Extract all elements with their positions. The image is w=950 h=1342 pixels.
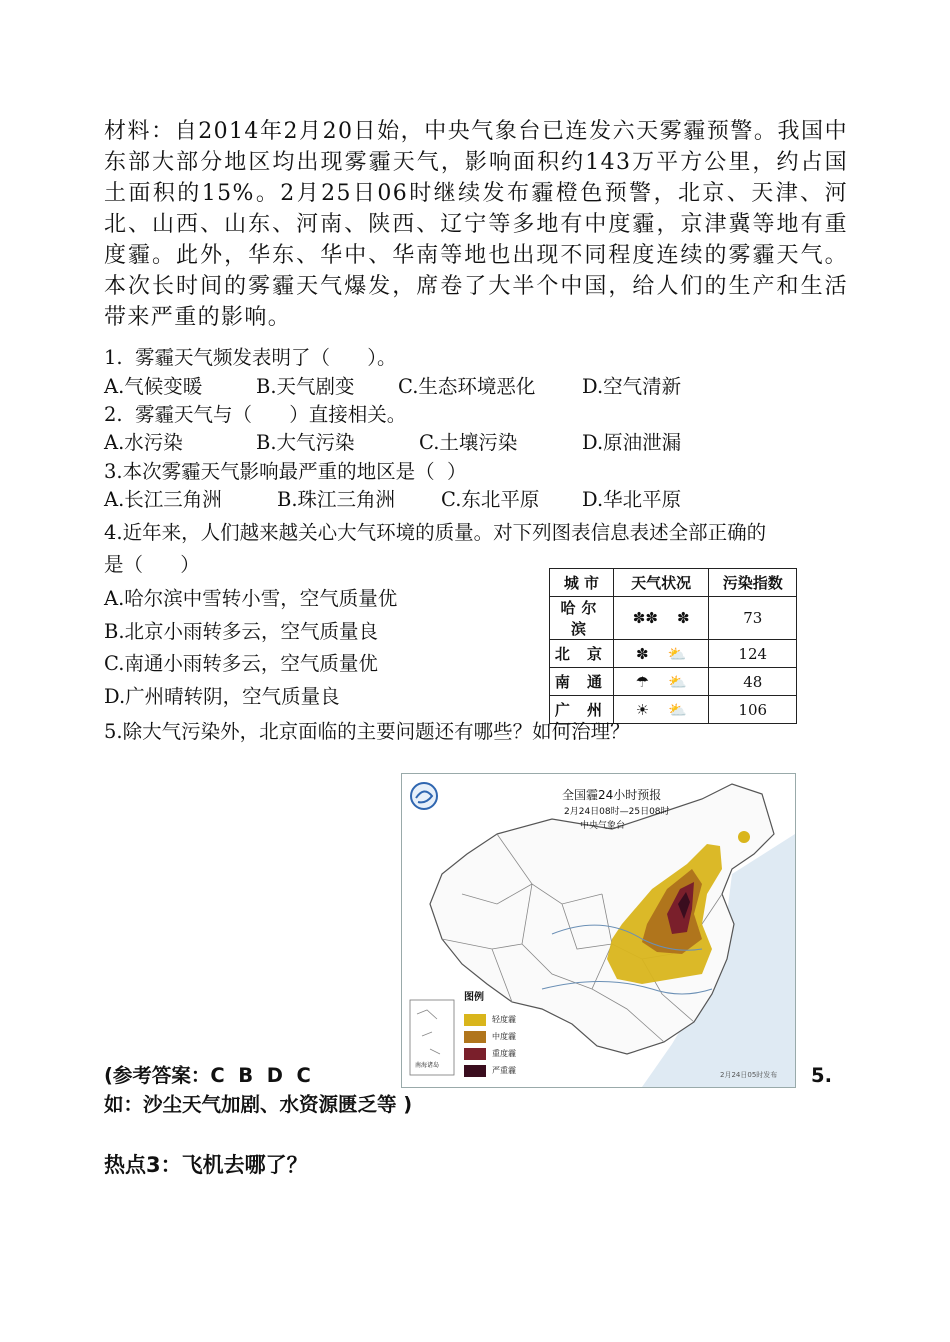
map-title: 全国霾24小时预报 <box>562 788 662 802</box>
cloudy-icon: ⛅ <box>667 644 687 663</box>
map-footer: 2月24日05时发布 <box>720 1071 778 1079</box>
city-name: 南 通 <box>554 673 609 691</box>
header-weather: 天气状况 <box>613 569 709 597</box>
table-row <box>550 668 797 696</box>
header-city: 城 市 <box>550 569 614 597</box>
table-header-row <box>550 569 797 597</box>
table-row <box>550 640 797 668</box>
index-cell: 48 <box>709 668 797 696</box>
index-cell: 73 <box>709 597 797 640</box>
question-4-line2: 是（ ） <box>104 553 200 576</box>
haze-forecast-map <box>401 773 796 1088</box>
legend-title: 图例 <box>464 992 484 1003</box>
answer-line-1-right: 5. <box>811 1064 832 1087</box>
table-row <box>550 597 797 640</box>
question-2: 2. 雾霾天气与（ ）直接相关。 <box>104 403 407 426</box>
q3-option-a: A.长江三角洲 <box>104 488 222 511</box>
snow-icon: ✽ <box>677 609 690 627</box>
question-5: 5.除大气污染外，北京面临的主要问题还有哪些？如何治理？ <box>104 720 630 743</box>
question-3: 3.本次雾霾天气影响最严重的地区是（ ） <box>104 460 467 483</box>
header-index: 污染指数 <box>709 569 797 597</box>
q2-option-c: C.土壤污染 <box>419 431 518 454</box>
cloudy-icon: ⛅ <box>668 700 687 719</box>
city-name: 哈尔滨 <box>560 599 603 638</box>
index-cell: 106 <box>709 696 797 724</box>
q1-option-c: C.生态环境恶化 <box>398 375 536 398</box>
map-agency: 中央气象台 <box>580 821 626 831</box>
map-subtitle: 2月24日08时—25日08时 <box>564 807 670 817</box>
weather-cell <box>613 668 709 696</box>
snow-icon: ✽✽ <box>632 609 658 627</box>
city-name: 广 州 <box>554 701 609 719</box>
legend-label-severe: 严重霾 <box>492 1066 516 1075</box>
q3-option-b: B.珠江三角洲 <box>277 488 396 511</box>
answer-line-1: (参考答案：C B D C <box>104 1064 311 1087</box>
q4-option-a: A.哈尔滨中雪转小雪，空气质量优 <box>104 587 398 610</box>
question-1: 1. 雾霾天气频发表明了（ ）。 <box>104 346 397 369</box>
legend-label-light: 轻度霾 <box>492 1015 516 1024</box>
rain-icon: ☂ <box>635 672 650 691</box>
sun-icon: ☀ <box>635 700 650 719</box>
q1-option-a: A.气候变暖 <box>104 375 203 398</box>
city-name: 北 京 <box>554 645 609 663</box>
q4-option-d: D.广州晴转阴，空气质量良 <box>104 685 340 708</box>
q1-option-b: B.天气剧变 <box>256 375 355 398</box>
legend-label-moderate: 中度霾 <box>492 1032 516 1041</box>
q2-option-b: B.大气污染 <box>256 431 355 454</box>
inset-label: 南海诸岛 <box>415 1062 440 1069</box>
weather-cell <box>613 640 709 668</box>
city-cell <box>550 668 614 696</box>
question-4-line1: 4.近年来，人们越来越关心大气环境的质量。对下列图表信息表述全部正确的 <box>104 521 767 544</box>
q2-option-d: D.原油泄漏 <box>582 431 682 454</box>
snow-icon: ✽ <box>636 644 649 663</box>
q4-option-b: B.北京小雨转多云，空气质量良 <box>104 620 379 643</box>
q1-option-d: D.空气清新 <box>582 375 682 398</box>
legend-label-heavy: 重度霾 <box>492 1049 516 1058</box>
city-cell <box>550 640 614 668</box>
q3-option-c: C.东北平原 <box>441 488 540 511</box>
weather-cell <box>613 597 709 640</box>
hotspot-heading: 热点3：飞机去哪了？ <box>104 1153 308 1177</box>
cloudy-icon: ⛅ <box>668 672 687 691</box>
answer-line-2: 如：沙尘天气加剧、水资源匮乏等 ) <box>104 1093 413 1116</box>
weather-table <box>549 568 797 724</box>
material-paragraph: 材料：自2014年2月20日始，中央气象台已连发六天雾霾预警。我国中东部大部分地区均出现雾霾天气，影响面积约143万平方公里，约占国土面积的15%。2月25日06时继续发布霾橙色预警，北京、天津、河北、山西、山东、河南、陕西、辽宁等多地有中度霾，京津冀等地有重度霾。此外，华东、华中、华南等地也出现不同程度连续的雾霾天气。本次长时间的雾霾天气爆发，席卷了大半个中国，给人们的生产和生活带来严重的影响。 <box>104 119 848 330</box>
q3-option-d: D.华北平原 <box>582 488 682 511</box>
index-cell: 124 <box>709 640 797 668</box>
city-cell <box>550 597 614 640</box>
q4-option-c: C.南通小雨转多云，空气质量优 <box>104 652 378 675</box>
q2-option-a: A.水污染 <box>104 431 183 454</box>
